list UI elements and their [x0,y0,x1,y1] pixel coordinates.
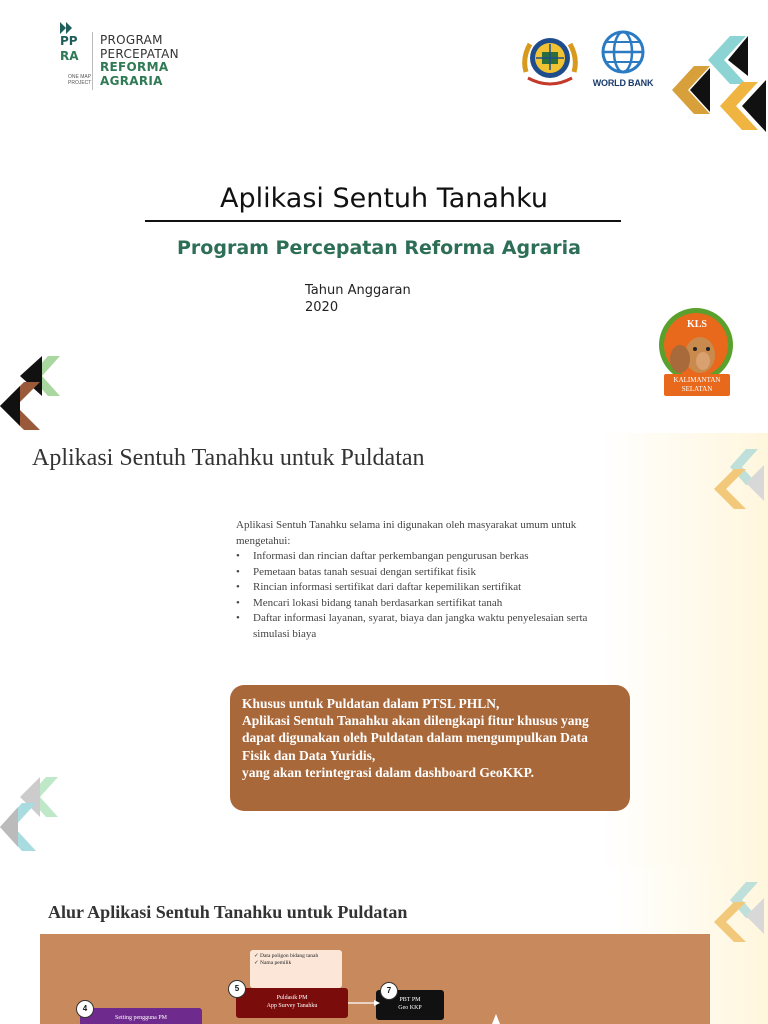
list-item: • Pemetaan batas tanah sesuai dengan sertifikat fisik [236,565,626,581]
title-slide [0,0,768,433]
world-bank-label: WORLD BANK [592,78,654,88]
highlight-line: yang akan terintegrasi dalam dashboard GeoKKP. [242,764,535,780]
atr-bpn-seal-icon [520,30,580,90]
slide-title: Alur Aplikasi Sentuh Tanahku untuk Puldatan [48,902,408,922]
intro-text: Aplikasi Sentuh Tanahku selama ini digunakan oleh masyarakat umum untuk mengetahui: [236,519,577,547]
flow-diagram [40,934,710,1024]
decorative-chevrons-right [706,443,768,515]
decorative-chevrons-left [0,743,66,866]
ppra-logo [60,22,200,92]
highlight-box [230,685,630,811]
list-item: • Rincian informasi sertifikat dari daftar kepemilikan sertifikat [236,580,626,596]
title-underline [145,220,621,222]
logo-divider [92,32,93,90]
one-map-label: ONE MAP PROJECT [68,74,92,86]
ppra-mark: PP RA [60,34,79,63]
ppra-wordmark: PROGRAM PERCEPATAN REFORMA AGRARIA [100,33,179,88]
pbt-node: PBT PM Geo KKP [376,990,444,1020]
puldasik-node: Puldasik PM App Survey Tanahku [236,988,348,1018]
list-item: • Mencari lokasi bidang tanah berdasarkan sertifikat tanah [236,596,626,612]
slide-title: Aplikasi Sentuh Tanahku untuk Puldatan [32,445,425,471]
setting-node: Setting pengguna PM [80,1008,202,1024]
note-item: Data poligon bidang tanah ✓ [254,953,319,959]
flow-slide [0,866,768,1024]
list-item: • Daftar informasi layanan, syarat, biaya dan jangka waktu penyelesaian serta simulasi biaya [236,611,626,642]
highlight-line: Aplikasi Sentuh Tanahku akan dilengkapi fitur khusus yang dapat digunakan oleh Puldatan dalam mengumpulkan Data Fisik dan Data Yuridis, [242,713,589,763]
puldatan-slide [0,433,768,866]
kls-abbr: KLS [686,319,707,330]
check-icon: ✓ [254,960,259,966]
highlight-line: Khusus untuk Puldatan dalam PTSL PHLN, [242,696,500,711]
decorative-chevrons-right [706,876,768,948]
step-badge-4: 4 [76,1000,94,1018]
budget-year [305,282,411,316]
flow-arrows [40,934,710,1024]
list-item: • Informasi dan rincian daftar perkembangan pengurusan berkas [236,549,626,565]
step-badge-5: 5 [228,980,246,998]
description-text [236,518,626,642]
feature-list [236,549,626,642]
kls-badge [658,307,736,397]
slide-title: Aplikasi Sentuh Tanahku [220,183,548,214]
fast-forward-icon [60,22,74,34]
kls-name: KALIMANTAN SELATAN [673,376,721,393]
decorative-chevrons-top-right [668,20,768,150]
budget-year-value: 2020 [305,300,339,315]
check-icon: ✓ [254,953,259,959]
world-bank-logo [590,30,656,92]
slide-subtitle: Program Percepatan Reforma Agraria [177,237,581,259]
budget-year-label: Tahun Anggaran [305,283,411,298]
note-item: Nama pemilik ✓ [254,960,292,966]
decorative-chevrons-left [0,352,70,433]
step-badge-7: 7 [380,982,398,1000]
globe-icon [601,30,645,74]
